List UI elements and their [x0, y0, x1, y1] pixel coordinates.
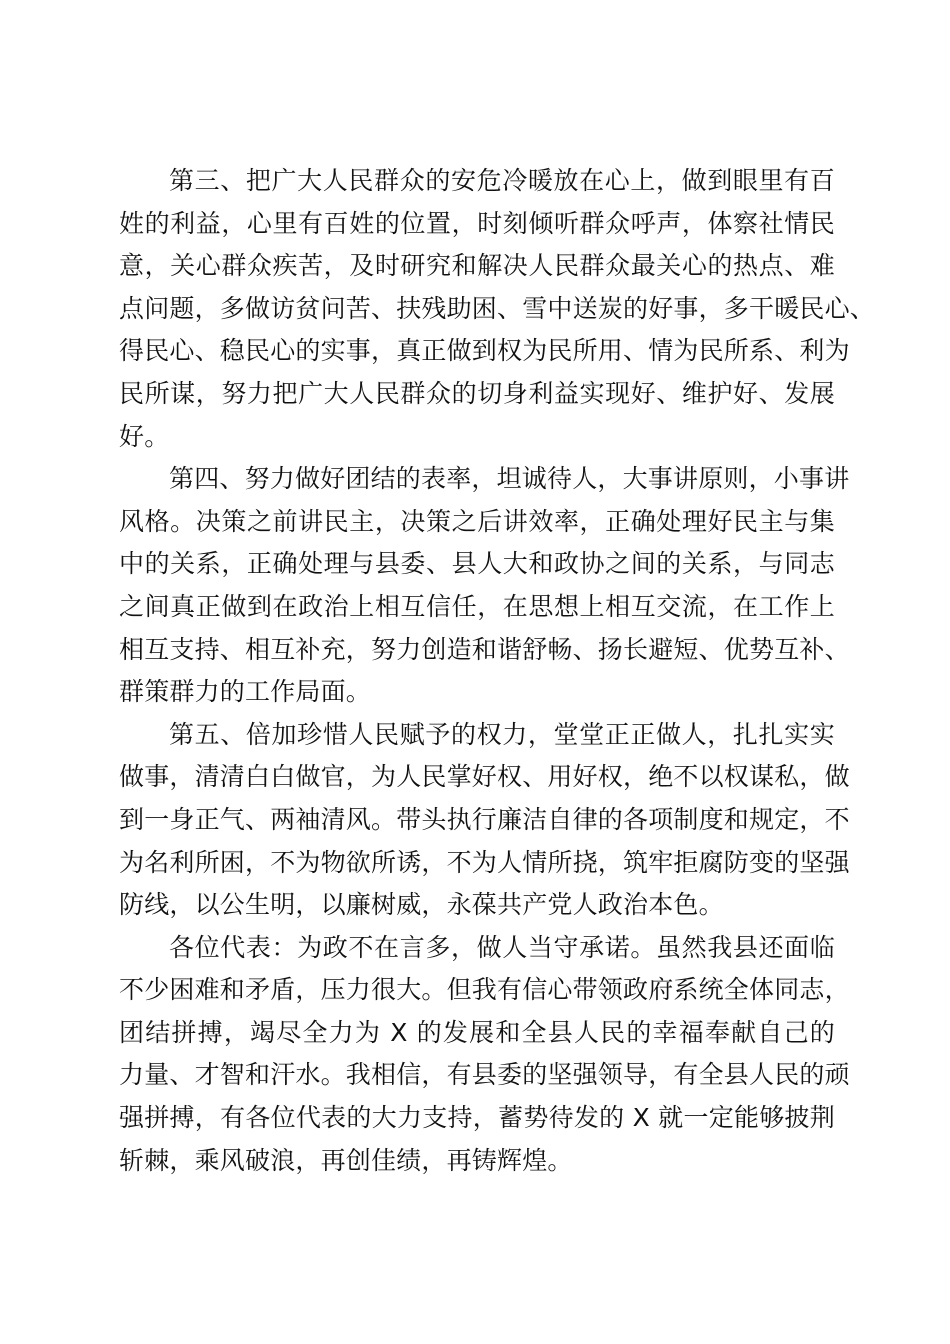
paragraph-line: 点问题，多做访贫问苦、扶残助困、雪中送炭的好事，多干暖民心、	[119, 293, 876, 323]
paragraph-line: 得民心、稳民心的实事，真正做到权为民所用、情为民所系、利为	[119, 336, 850, 366]
paragraph-line: 为名利所困，不为物欲所诱，不为人情所挠，筑牢拒腐防变的坚强	[119, 847, 850, 877]
paragraph-line: 相互支持、相互补充，努力创造和谐舒畅、扬长避短、优势互补、	[119, 634, 850, 664]
paragraph-line: 风格。决策之前讲民主，决策之后讲效率，正确处理好民主与集	[119, 506, 835, 536]
paragraph-line: 群策群力的工作局面。	[119, 677, 372, 707]
paragraph-line: 防线，以公生明，以廉树威，永葆共产党人政治本色。	[119, 890, 724, 920]
paragraph-line: 团结拼搏，竭尽全力为 X 的发展和全县人民的幸福奉献自己的	[119, 1017, 835, 1047]
paragraph-line: 第四、努力做好团结的表率，坦诚待人，大事讲原则，小事讲	[169, 464, 850, 494]
paragraph-line: 不少困难和矛盾，压力很大。但我有信心带领政府系统全体同志，	[119, 975, 850, 1005]
paragraph-closing	[119, 927, 850, 1183]
paragraph-fifth	[119, 714, 850, 927]
document-body	[119, 160, 876, 1182]
paragraph-line: 第五、倍加珍惜人民赋予的权力，堂堂正正做人，扎扎实实	[169, 719, 835, 749]
paragraph-line: 姓的利益，心里有百姓的位置，时刻倾听群众呼声，体察社情民	[119, 208, 835, 238]
paragraph-line: 好。	[119, 421, 170, 451]
paragraph-line: 中的关系，正确处理与县委、县人大和政协之间的关系，与同志	[119, 549, 835, 579]
paragraph-line: 各位代表：为政不在言多，做人当守承诺。虽然我县还面临	[169, 932, 835, 962]
paragraph-line: 做事，清清白白做官，为人民掌好权、用好权，绝不以权谋私，做	[119, 762, 850, 792]
paragraph-line: 力量、才智和汗水。我相信，有县委的坚强领导，有全县人民的顽	[119, 1060, 850, 1090]
paragraph-line: 民所谋，努力把广大人民群众的切身利益实现好、维护好、发展	[119, 378, 835, 408]
paragraph-line: 斩棘，乘风破浪，再创佳绩，再铸辉煌。	[119, 1145, 573, 1175]
paragraph-line: 意，关心群众疾苦，及时研究和解决人民群众最关心的热点、难	[119, 251, 835, 281]
paragraph-fourth	[119, 458, 850, 714]
paragraph-line: 第三、把广大人民群众的安危冷暖放在心上，做到眼里有百	[169, 166, 835, 195]
paragraph-line: 强拼搏，有各位代表的大力支持，蓄势待发的 X 就一定能够披荆	[119, 1103, 835, 1133]
paragraph-third	[119, 160, 876, 458]
paragraph-line: 之间真正做到在政治上相互信任，在思想上相互交流，在工作上	[119, 591, 835, 621]
paragraph-line: 到一身正气、两袖清风。带头执行廉洁自律的各项制度和规定，不	[119, 804, 850, 834]
